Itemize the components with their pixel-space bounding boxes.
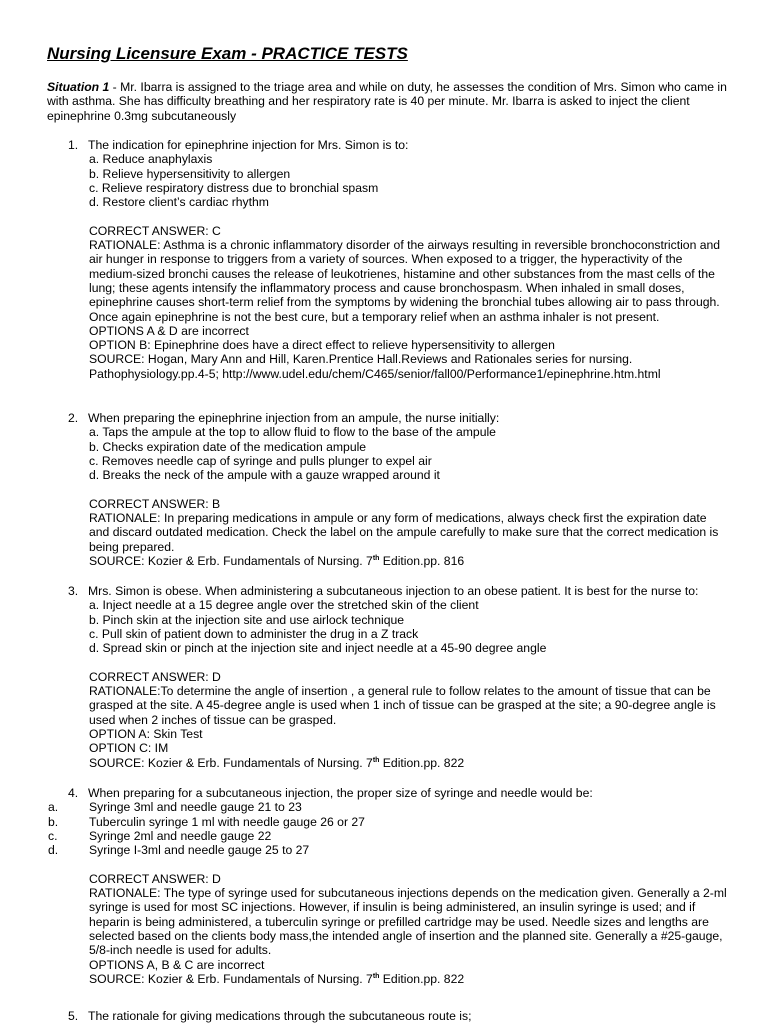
correct-answer: CORRECT ANSWER: D bbox=[89, 871, 221, 886]
option-d: d. Breaks the neck of the ampule with a gauze wrapped around it bbox=[89, 468, 440, 483]
question-5 bbox=[68, 1009, 728, 1023]
option-d: d. Restore client’s cardiac rhythm bbox=[89, 195, 269, 210]
source-text: SOURCE: Kozier & Erb. Fundamentals of Nursing. 7 bbox=[89, 755, 373, 770]
source-line bbox=[89, 756, 729, 770]
source-text: Edition.pp. 822 bbox=[379, 755, 465, 770]
question-number: 4. bbox=[68, 786, 79, 800]
question-stem: When preparing for a subcutaneous injection, the proper size of syringe and needle would be: bbox=[88, 786, 593, 800]
option-list bbox=[89, 598, 728, 655]
source-text: SOURCE: Kozier & Erb. Fundamentals of Nursing. 7 bbox=[89, 971, 373, 986]
option-b bbox=[48, 815, 728, 829]
option-a: a. Reduce anaphylaxis bbox=[89, 152, 213, 167]
edition-superscript: th bbox=[372, 972, 380, 980]
source-line: Pathophysiology.pp.4-5; http://www.udel.edu/chem/C465/senior/fall00/Performance1/epinephrine.htm.html bbox=[89, 366, 661, 381]
question-stem: The rationale for giving medications through the subcutaneous route is; bbox=[88, 1009, 472, 1023]
question-3 bbox=[68, 584, 728, 770]
option-text: Syringe I-3ml and needle gauge 25 to 27 bbox=[89, 843, 310, 858]
option-a: a. Taps the ampule at the top to allow fluid to flow to the base of the ampule bbox=[89, 425, 496, 440]
question-number: 2. bbox=[68, 411, 79, 425]
question-1 bbox=[68, 138, 728, 381]
rationale: RATIONALE: Asthma is a chronic inflammatory disorder of the airways resulting in reversible bronchoconstriction and air hunger in response to triggers from a variety of sources. When exposed to a trigger, the hyperactivity of the medium-sized bronchi causes the release of leukotrienes, histamine and other substances from the mast cells of the lung; these agents intensify the inflammatory process and cause bronchospasm. When inhaled in small doses, epinephrine causes short-term relief from the symptoms by widening the bronchial tubes allowing air to pass through. Once again epinephrine is not the best cure, but a temporary relief when an asthma inhaler is not present. bbox=[89, 238, 721, 324]
option-list bbox=[89, 425, 728, 482]
source-line bbox=[89, 554, 729, 568]
question-number: 3. bbox=[68, 584, 79, 598]
correct-answer: CORRECT ANSWER: D bbox=[89, 669, 221, 684]
rationale-note: OPTIONS A & D are incorrect bbox=[89, 323, 249, 338]
situation-label: Situation 1 bbox=[47, 80, 110, 94]
situation-text: - Mr. Ibarra is assigned to the triage area and while on duty, he assesses the condition of Mrs. Simon who came in with asthma. She has difficulty breathing and her respiratory rate is 40 per minute. Mr. Ibarra is asked to inject the client epinephrine 0.3mg subcutaneously bbox=[47, 80, 727, 123]
option-c: c. Removes needle cap of syringe and pulls plunger to expel air bbox=[89, 453, 432, 468]
rationale-note: OPTION C: IM bbox=[89, 741, 169, 756]
question-stem: The indication for epinephrine injection for Mrs. Simon is to: bbox=[88, 138, 409, 152]
option-list bbox=[89, 152, 728, 209]
source-text: Edition.pp. 816 bbox=[379, 553, 465, 568]
option-b: b. Checks expiration date of the medication ampule bbox=[89, 439, 367, 454]
situation-paragraph bbox=[47, 80, 737, 123]
source-line: SOURCE: Hogan, Mary Ann and Hill, Karen.Prentice Hall.Reviews and Rationales series for nursing. bbox=[89, 352, 633, 367]
source-text: SOURCE: Kozier & Erb. Fundamentals of Nursing. 7 bbox=[89, 553, 373, 568]
option-text: Tuberculin syringe 1 ml with needle gauge 26 or 27 bbox=[89, 814, 365, 829]
option-c: c. Relieve respiratory distress due to bronchial spasm bbox=[89, 180, 379, 195]
option-letter: c. bbox=[48, 828, 58, 843]
option-b: b. Relieve hypersensitivity to allergen bbox=[89, 166, 291, 181]
question-number: 5. bbox=[68, 1009, 79, 1023]
option-b: b. Pinch skin at the injection site and use airlock technique bbox=[89, 612, 405, 627]
rationale-note: OPTION B: Epinephrine does have a direct effect to relieve hypersensitivity to allergen bbox=[89, 338, 555, 353]
option-letter: b. bbox=[48, 814, 59, 829]
option-c bbox=[48, 829, 728, 843]
option-c: c. Pull skin of patient down to administer the drug in a Z track bbox=[89, 626, 419, 641]
question-4 bbox=[48, 786, 728, 986]
source-text: Edition.pp. 822 bbox=[379, 971, 465, 986]
option-list bbox=[48, 800, 728, 857]
rationale: RATIONALE: The type of syringe used for subcutaneous injections depends on the medication given. Generally a 2-ml syringe is used for most SC injections. However, if insulin is being administered, an insulin syringe is used; and if heparin is being administered, a tuberculin syringe or prefilled cartridge may be used. Needle sizes and lengths are selected based on the clients body mass,the intended angle of insertion and the planned site. Generally a #25-gauge, 5/8-inch needle is used for adults. bbox=[89, 886, 727, 958]
rationale: RATIONALE: In preparing medications in ampule or any form of medications, always check first the expiration date and discard outdated medication. Check the label on the ampule carefully to make sure that the correct medication is being prepared. bbox=[89, 511, 719, 554]
option-d: d. Spread skin or pinch at the injection site and inject needle at a 45-90 degree angle bbox=[89, 641, 547, 656]
option-a bbox=[48, 800, 728, 814]
option-letter: d. bbox=[48, 843, 59, 858]
rationale-note: OPTION A: Skin Test bbox=[89, 726, 203, 741]
page-title: Nursing Licensure Exam - PRACTICE TESTS bbox=[47, 44, 408, 63]
rationale-note: OPTIONS A, B & C are incorrect bbox=[89, 957, 265, 972]
correct-answer: CORRECT ANSWER: C bbox=[89, 223, 221, 238]
edition-superscript: th bbox=[372, 756, 380, 764]
option-text: Syringe 3ml and needle gauge 21 to 23 bbox=[89, 800, 302, 815]
question-2 bbox=[68, 411, 728, 568]
edition-superscript: th bbox=[372, 554, 380, 562]
option-a: a. Inject needle at a 15 degree angle over the stretched skin of the client bbox=[89, 598, 479, 613]
option-d bbox=[48, 843, 728, 857]
question-stem: Mrs. Simon is obese. When administering a subcutaneous injection to an obese patient. It is best for the nurse to: bbox=[88, 584, 699, 598]
option-text: Syringe 2ml and needle gauge 22 bbox=[89, 828, 272, 843]
option-letter: a. bbox=[48, 800, 59, 815]
rationale: RATIONALE:To determine the angle of insertion , a general rule to follow relates to the amount of tissue that can be grasped at the site. A 45-degree angle is used when 1 inch of tissue can be grasped at the site; a 90-degree angle is used when 2 inches of tissue can be grasped. bbox=[89, 684, 716, 727]
source-line bbox=[89, 972, 729, 986]
correct-answer: CORRECT ANSWER: B bbox=[89, 496, 221, 511]
question-number: 1. bbox=[68, 138, 79, 152]
question-stem: When preparing the epinephrine injection from an ampule, the nurse initially: bbox=[88, 411, 500, 425]
